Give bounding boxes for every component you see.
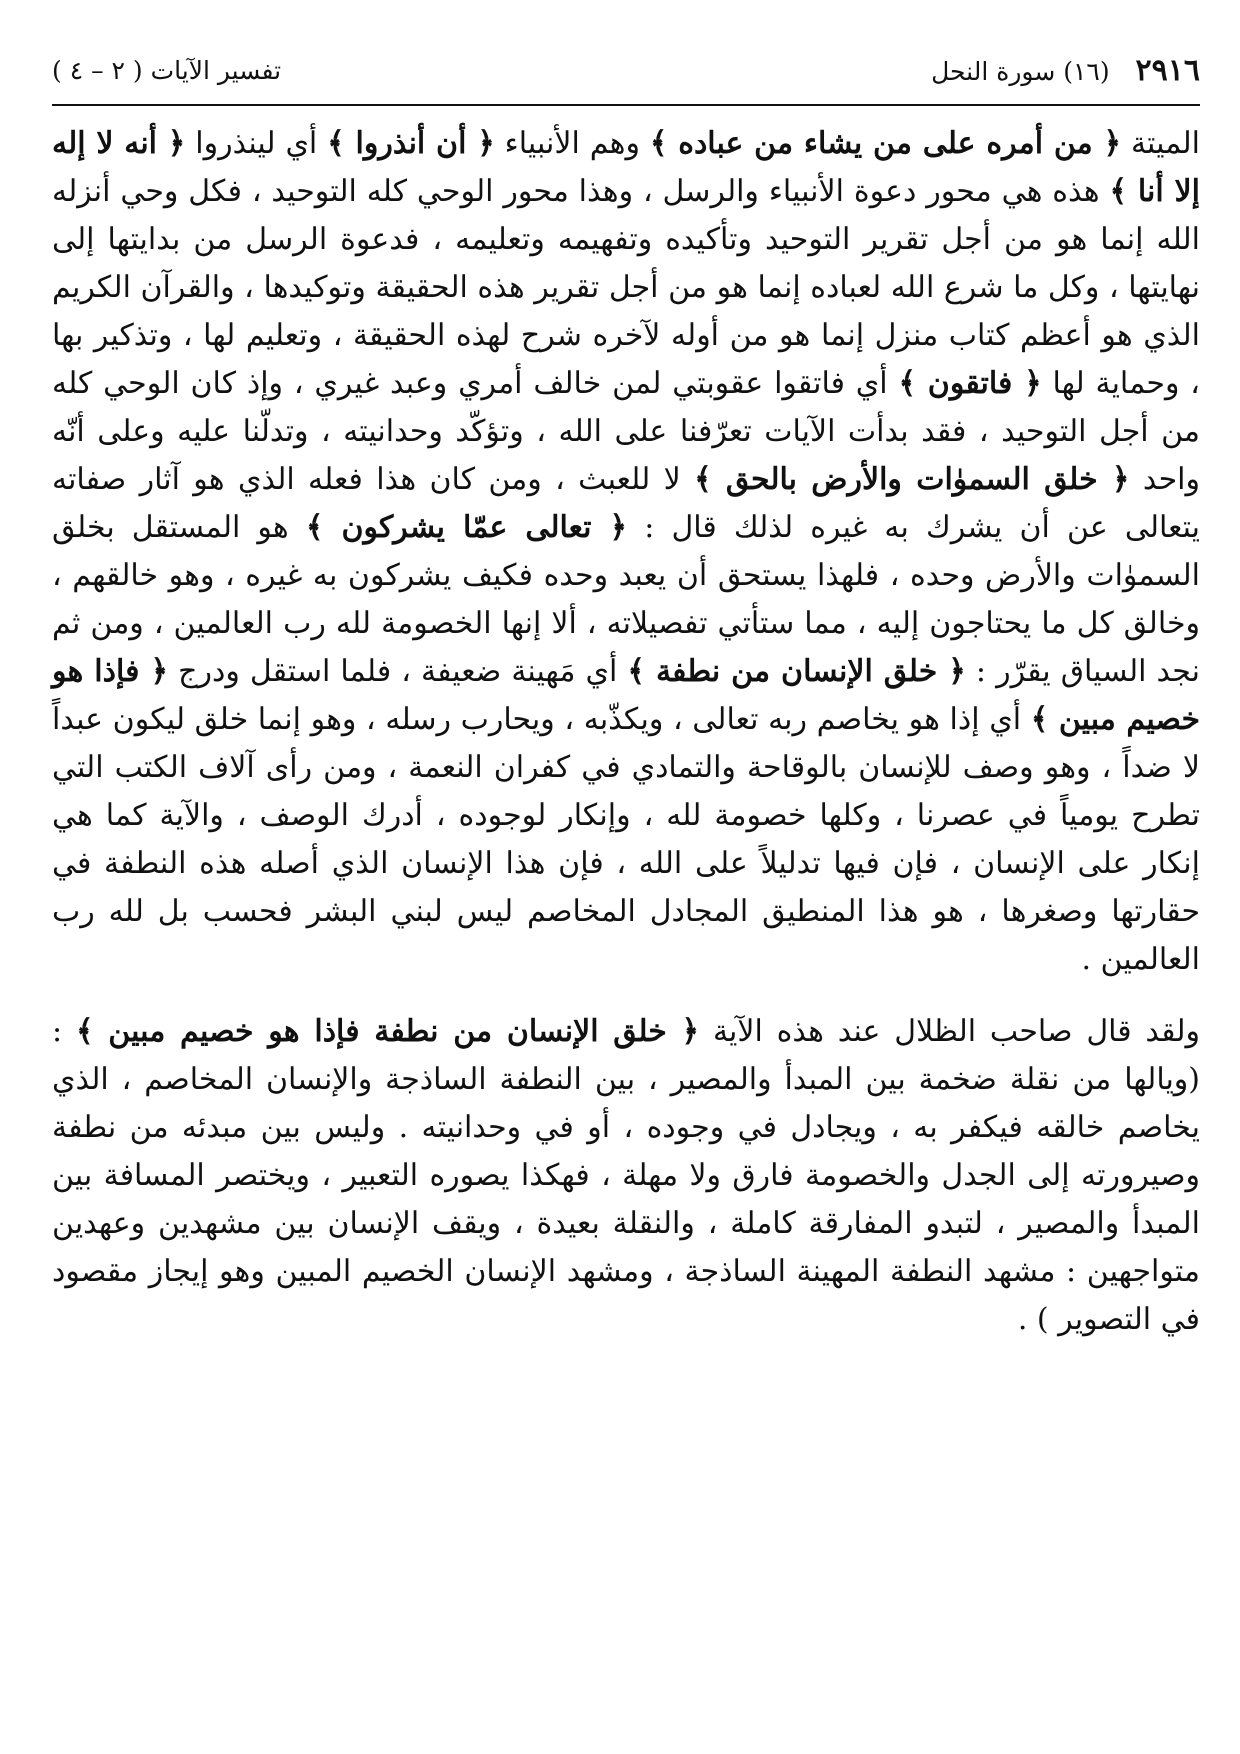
header-rule bbox=[52, 104, 1200, 106]
quran-verse: ﴿ خلق السموٰات والأرض بالحق ﴾ bbox=[694, 462, 1130, 497]
text-segment: أي لينذروا bbox=[185, 126, 328, 161]
quran-verse: ﴿ من أمره على من يشاء من عباده ﴾ bbox=[649, 126, 1122, 161]
text-segment: ولقد قال صاحب الظلال عند هذه الآية bbox=[699, 1014, 1200, 1049]
text-segment: أي إذا هو يخاصم ربه تعالى ، ويكذّبه ، ويحارب رسله ، وهو إنما خلق ليكون عبداً لا ضداً ، وهو وصف للإنسان بالوقاحة والتمادي في كفران النعمة ، ومن رأى آلاف الكتب التي تطرح يومياً في عصرنا ، وكلها خصومة لله ، وإنكار لوجوده ، أدرك الوصف ، والآية كما هي إنكار على الإنسان ، فإن فيها تدليلاً على الله ، فإن هذا الإنسان الذي أصله هذه النطفة في حقارتها وصغرها ، هو هذا المنطيق المجادل المخاصم ليس لبني البشر فحسب بل لله رب العالمين . bbox=[52, 702, 1200, 977]
header-right bbox=[931, 53, 1200, 88]
quran-verse: ﴿ أنه لا إله إلا أنا ﴾ bbox=[52, 126, 1200, 209]
quran-verse: ﴿ فاتقون ﴾ bbox=[898, 366, 1042, 401]
page-header bbox=[52, 40, 1200, 100]
text-segment: أي فاتقوا عقوبتي لمن خالف أمري وعبد غيري ، وإذ كان الوحي كله من أجل التوحيد ، فقد بدأت الآيات تعرّفنا على الله ، وتؤكّد وحدانيته ، وتدلّنا عليه وعلى أنّه واحد bbox=[52, 366, 1200, 497]
quran-verse: ﴿ خلق الإنسان من نطفة ﴾ bbox=[627, 654, 966, 689]
page-number: ٢٩١٦ bbox=[1135, 52, 1200, 88]
text-segment: لا للعبث ، ومن كان هذا فعله الذي هو آثار صفاته يتعالى عن أن يشرك به غيره لذلك قال : bbox=[52, 462, 1201, 545]
paragraph bbox=[52, 120, 1200, 984]
page-body bbox=[52, 120, 1200, 1344]
text-segment: هذه هي محور دعوة الأنبياء والرسل ، وهذا محور الوحي كله التوحيد ، فكل وحي أنزله الله إنما هو من أجل تقرير التوحيد وتأكيده وتفهيمه وتعليمه ، فدعوة الرسل من بدايتها إلى نهايتها ، وكل ما شرع الله لعباده إنما هو من أجل تقرير هذه الحقيقة وتوكيدها ، والقرآن الكريم الذي هو أعظم كتاب منزل إنما هو من أوله لآخره شرح لهذه الحقيقة ، وتعليم لها ، وتذكير بها ، وحماية لها bbox=[52, 174, 1200, 401]
text-segment: أي مَهينة ضعيفة ، فلما استقل ودرج bbox=[168, 654, 628, 689]
quran-verse: ﴿ فإذا هو خصيم مبين ﴾ bbox=[52, 654, 1200, 737]
quran-verse: ﴿ تعالى عمّا يشركون ﴾ bbox=[305, 510, 628, 545]
text-segment: وهم الأنبياء bbox=[494, 126, 650, 161]
paragraph-gap bbox=[52, 984, 1200, 1008]
quran-verse: ﴿ خلق الإنسان من نطفة فإذا هو خصيم مبين ﴾ bbox=[75, 1014, 700, 1049]
quran-verse: ﴿ أن أنذروا ﴾ bbox=[327, 126, 495, 161]
section-title: تفسير الآيات ( ٢ – ٤ ) bbox=[52, 55, 282, 85]
text-segment: هو المستقل بخلق السموٰات والأرض وحده ، فلهذا يستحق أن يعبد وحده فكيف يشركون به غيره ، وهو خالقهم ، وخالق كل ما يحتاجون إليه ، مما ستأتي تفصيلاته ، ألا إنها الخصومة لله رب العالمين ، ومن ثم نجد السياق يقرّر : bbox=[52, 510, 1200, 689]
text-segment: : (ويالها من نقلة ضخمة بين المبدأ والمصير ، بين النطفة الساذجة والإنسان المخاصم ، الذي يخاصم خالقه فيكفر به ، ويجادل في وجوده ، أو في وحدانيته . وليس بين مبدئه من نطفة وصيرورته إلى الجدل والخصومة فارق ولا مهلة ، فهكذا يصوره التعبير ، ويختصر المسافة بين المبدأ والمصير ، لتبدو المفارقة كاملة ، والنقلة بعيدة ، ويقف الإنسان بين مشهدين وعهدين متواجهين : مشهد النطفة المهينة الساذجة ، ومشهد الإنسان الخصيم المبين وهو إيجاز مقصود في التصوير ) . bbox=[52, 1014, 1201, 1337]
paragraph bbox=[52, 1008, 1200, 1344]
text-segment: الميتة bbox=[1121, 126, 1200, 161]
surah-title: (١٦) سورة النحل bbox=[931, 56, 1110, 86]
